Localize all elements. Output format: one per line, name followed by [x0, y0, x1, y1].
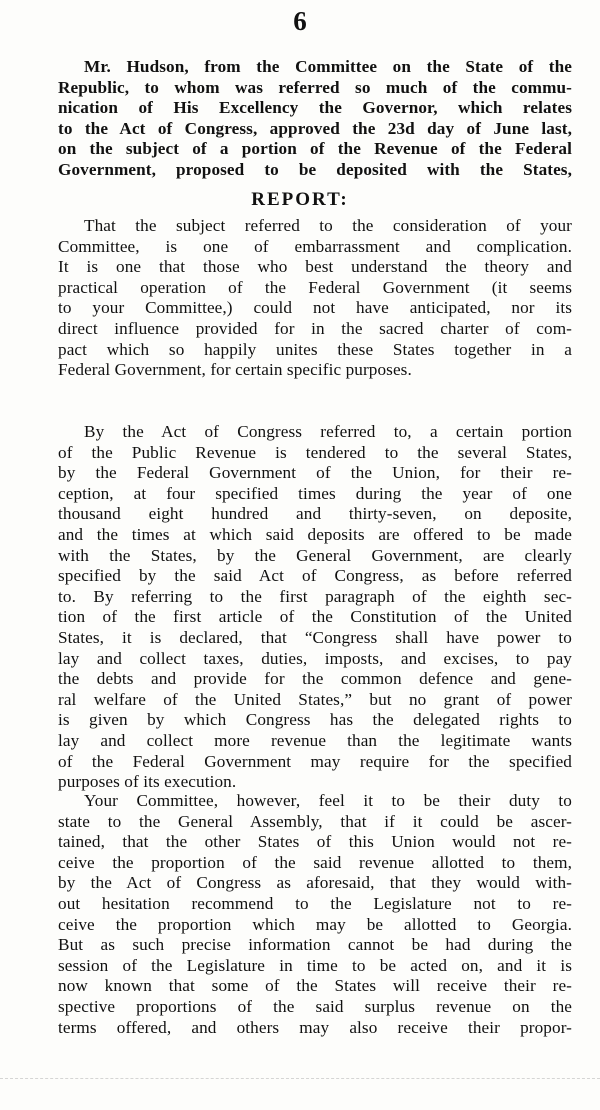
paragraph-line: with the States, by the General Government, are clearly — [58, 545, 572, 565]
paragraph-line: of the Public Revenue is tendered to the several States, — [58, 442, 572, 462]
intro-line: to the Act of Congress, approved the 23d day of June last, — [58, 118, 572, 138]
paragraph-line: pact which so happily unites these States together in a — [58, 339, 572, 359]
paragraph-line: ral welfare of the United States,” but no grant of power — [58, 689, 572, 709]
intro-line: nication of His Excellency the Governor, which relates — [58, 98, 572, 118]
paragraph-line: ception, at four specified times during the year of one — [58, 483, 572, 503]
paragraph-line: tion of the first article of the Constitution of the United — [58, 607, 572, 627]
paragraph-line: By the Act of Congress referred to, a certain portion — [84, 422, 572, 441]
paragraph-line: terms offered, and others may also receive their propor- — [58, 1017, 572, 1037]
paragraph-line: ceive the proportion of the said revenue allotted to them, — [58, 852, 572, 872]
paragraph-line: lay and collect taxes, duties, imposts, and excises, to pay — [58, 648, 572, 668]
page-number: 6 — [293, 6, 307, 36]
intro-line: Government, proposed to be deposited with the States, — [58, 159, 572, 179]
report-heading: REPORT: — [251, 189, 349, 210]
paragraph-line: and the times at which said deposits are offered to be made — [58, 524, 572, 544]
paragraph-line: But as such precise information cannot be had during the — [58, 935, 572, 955]
paragraph-line: lay and collect more revenue than the legitimate wants — [58, 730, 572, 750]
paragraph-line: Committee, is one of embarrassment and complication. — [58, 236, 572, 256]
paragraph-line: thousand eight hundred and thirty-seven, on deposite, — [58, 504, 572, 524]
paragraph-line: tained, that the other States of this Union would not re- — [58, 832, 572, 852]
paragraph-line: specified by the said Act of Congress, as before referred — [58, 566, 572, 586]
page-edge-smudge — [0, 1078, 600, 1091]
paragraph-line: direct influence provided for in the sacred charter of com- — [58, 318, 572, 338]
report-paragraph-2 — [58, 422, 572, 793]
paragraph-line: purposes of its execution. — [58, 772, 237, 792]
paragraph-line: session of the Legislature in time to be acted on, and it is — [58, 955, 572, 975]
paragraph-line: now known that some of the States will receive their re- — [58, 976, 572, 996]
paragraph-line: spective proportions of the said surplus revenue on the — [58, 996, 572, 1016]
paragraph-line: the debts and provide for the common defence and gene- — [58, 669, 572, 689]
intro-line: Republic, to whom was referred so much of the commu- — [58, 77, 572, 97]
paragraph-line: Your Committee, however, feel it to be their duty to — [84, 791, 572, 810]
paragraph-line: to. By referring to the first paragraph of the eighth sec- — [58, 586, 572, 606]
intro-paragraph — [58, 57, 572, 181]
paragraph-line: Federal Government, for certain specific purposes. — [58, 360, 412, 380]
paragraph-line: by the Act of Congress as aforesaid, that they would with- — [58, 873, 572, 893]
paragraph-line: out hesitation recommend to the Legislature not to re- — [58, 893, 572, 913]
intro-line: on the subject of a portion of the Revenue of the Federal — [58, 139, 572, 159]
paragraph-line: It is one that those who best understand the theory and — [58, 257, 572, 277]
paragraph-line: by the Federal Government of the Union, for their re- — [58, 463, 572, 483]
paragraph-line: of the Federal Government may require for the specified — [58, 751, 572, 771]
report-paragraph-1 — [58, 216, 572, 381]
paragraph-line: to your Committee,) could not have anticipated, nor its — [58, 298, 572, 318]
intro-line: Mr. Hudson, from the Committee on the State of the — [84, 57, 572, 76]
paragraph-line: state to the General Assembly, that if it could be ascer- — [58, 811, 572, 831]
paragraph-line: ceive the proportion which may be allotted to Georgia. — [58, 914, 572, 934]
report-paragraph-3 — [58, 791, 572, 1038]
paragraph-line: States, it is declared, that “Congress shall have power to — [58, 627, 572, 647]
paragraph-line: is given by which Congress has the delegated rights to — [58, 710, 572, 730]
paragraph-line: That the subject referred to the consideration of your — [84, 216, 572, 235]
paragraph-line: practical operation of the Federal Government (it seems — [58, 277, 572, 297]
